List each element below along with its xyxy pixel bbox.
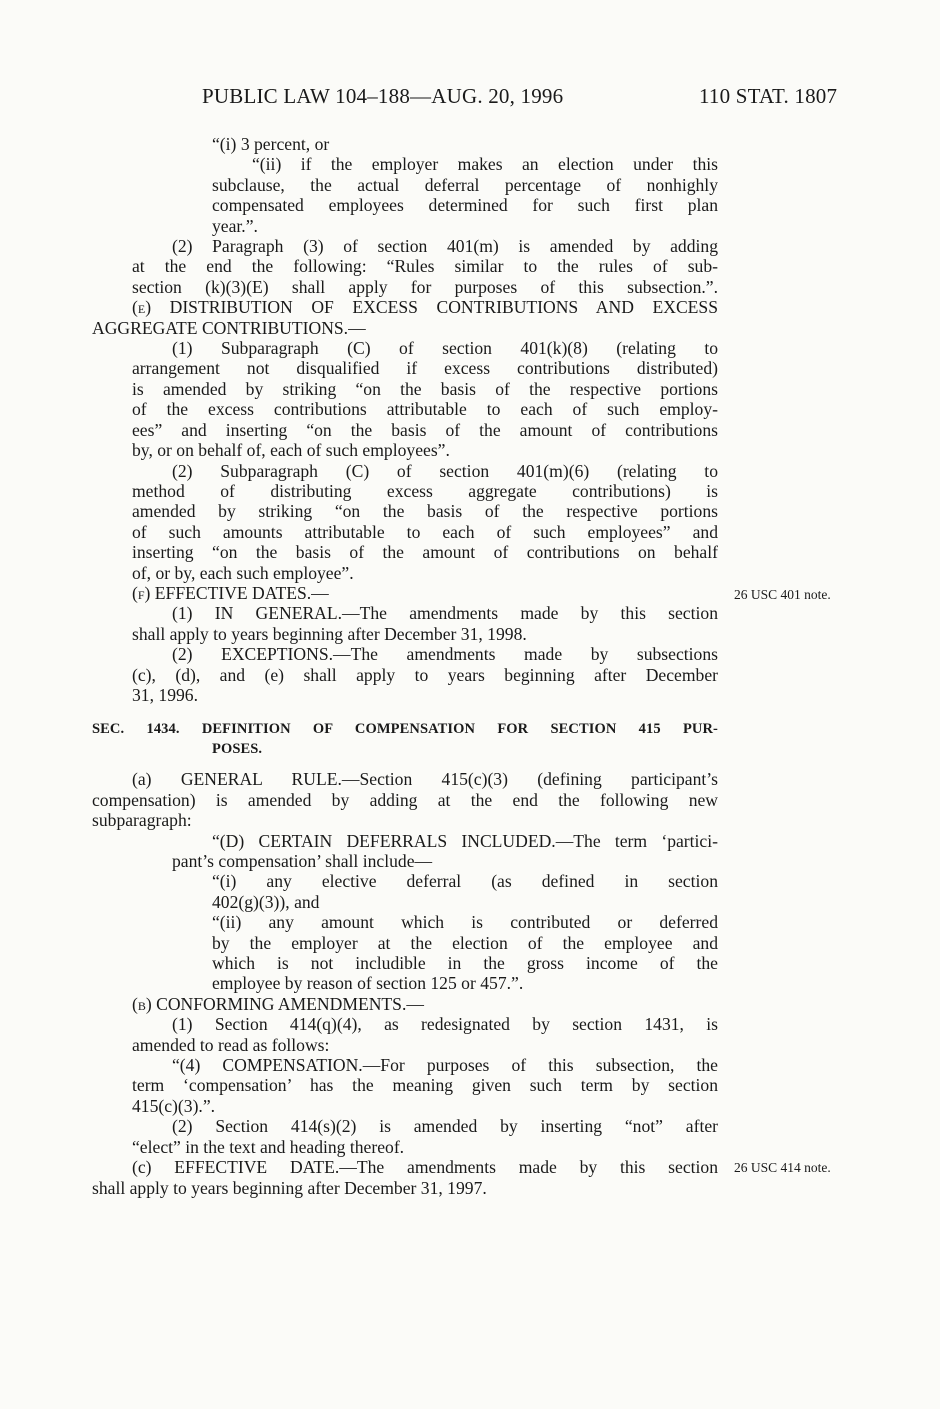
text-line: “(ii) any amount which is contributed or deferred — [212, 912, 718, 933]
text-line: “(ii) if the employer makes an election under this — [252, 154, 718, 175]
text-line: (1) IN GENERAL.—The amendments made by this section — [172, 603, 718, 624]
text-line: 415(c)(3).”. — [132, 1095, 216, 1116]
text-line: “(i) any elective deferral (as defined in section — [212, 871, 718, 892]
text-line: arrangement not disqualified if excess contributions distributed) — [132, 358, 718, 379]
text-line: “elect” in the text and heading thereof. — [132, 1136, 405, 1157]
text-line: shall apply to years beginning after December 31, 1997. — [92, 1177, 487, 1198]
marginal-note-401: 26 USC 401 note. — [734, 587, 831, 602]
subsection-heading: AGGREGATE CONTRIBUTIONS.— — [92, 317, 366, 338]
header-page-number: 110 STAT. 1807 — [699, 84, 838, 108]
text-line: compensation) is amended by adding at the end the following new — [92, 789, 718, 810]
text-line: (1) Section 414(q)(4), as redesignated by section 1431, is — [172, 1014, 718, 1035]
marginal-note-414: 26 USC 414 note. — [734, 1160, 831, 1175]
text-line: (2) Section 414(s)(2) is amended by inserting “not” after — [172, 1116, 718, 1137]
text-line: amended by striking “on the basis of the respective portions — [132, 501, 718, 522]
text-line: which is not includible in the gross income of the — [212, 953, 718, 974]
text-line: subparagraph: — [92, 810, 192, 831]
text-line: is amended by striking “on the basis of the respective portions — [132, 378, 718, 399]
text-line: at the end the following: “Rules similar to the rules of sub- — [132, 256, 718, 277]
text-line: section (k)(3)(E) shall apply for purposes of this subsection.”. — [132, 276, 718, 297]
text-line: of such amounts attributable to each of such employees” and — [132, 521, 718, 542]
header-title: PUBLIC LAW 104–188—AUG. 20, 1996 — [202, 84, 564, 108]
section-heading: SEC. 1434. DEFINITION OF COMPENSATION FOR SECTION 415 PUR- — [92, 721, 718, 738]
text-line: “(4) COMPENSATION.—For purposes of this subsection, the — [172, 1055, 718, 1076]
text-line: (2) Paragraph (3) of section 401(m) is amended by adding — [172, 236, 718, 257]
text-line: of the excess contributions attributable to each of such employ- — [132, 399, 718, 420]
text-line: by, or on behalf of, each of such employees”. — [132, 440, 450, 461]
text-line: of, or by, each such employee”. — [132, 562, 354, 583]
section-heading-continued: POSES. — [212, 741, 263, 758]
document-body — [92, 134, 718, 1198]
page-header — [0, 84, 940, 114]
text-line: (2) Subparagraph (C) of section 401(m)(6) (relating to — [172, 460, 718, 481]
text-line: 402(g)(3)), and — [212, 891, 320, 912]
text-line: year.”. — [212, 215, 258, 236]
text-line: pant’s compensation’ shall include— — [172, 851, 433, 871]
text-line: method of distributing excess aggregate contributions) is — [132, 480, 718, 501]
text-line: by the employer at the election of the employee and — [212, 932, 718, 953]
section-gap — [92, 705, 718, 719]
subsection-heading: (f) EFFECTIVE DATES.— — [132, 582, 329, 603]
text-line: employee by reason of section 125 or 457.”. — [212, 973, 524, 994]
text-line: amended to read as follows: — [132, 1034, 330, 1055]
text-line: (c), (d), and (e) shall apply to years beginning after December — [132, 664, 718, 685]
text-line: (2) EXCEPTIONS.—The amendments made by subsections — [172, 644, 718, 665]
text-line: (c) EFFECTIVE DATE.—The amendments made by this section — [132, 1157, 718, 1178]
text-line: shall apply to years beginning after December 31, 1998. — [132, 623, 527, 644]
text-line: term ‘compensation’ has the meaning given such term by section — [132, 1075, 718, 1096]
text-line: (a) GENERAL RULE.—Section 415(c)(3) (defining participant’s — [132, 769, 718, 790]
text-line: 31, 1996. — [132, 684, 198, 705]
section-gap — [92, 759, 718, 769]
text-line: subclause, the actual deferral percentage of nonhighly — [212, 174, 718, 195]
subsection-heading: (e) DISTRIBUTION OF EXCESS CONTRIBUTIONS AND EXCESS — [132, 297, 718, 318]
text-line: “(i) 3 percent, or — [212, 134, 330, 154]
text-line: “(D) CERTAIN DEFERRALS INCLUDED.—The term ‘partici- — [212, 830, 718, 851]
text-line: compensated employees determined for such first plan — [212, 195, 718, 216]
text-line: inserting “on the basis of the amount of contributions on behalf — [132, 542, 718, 563]
subsection-heading: (b) CONFORMING AMENDMENTS.— — [132, 993, 424, 1014]
text-line: (1) Subparagraph (C) of section 401(k)(8) (relating to — [172, 338, 718, 359]
text-line: ees” and inserting “on the basis of the amount of contributions — [132, 419, 718, 440]
